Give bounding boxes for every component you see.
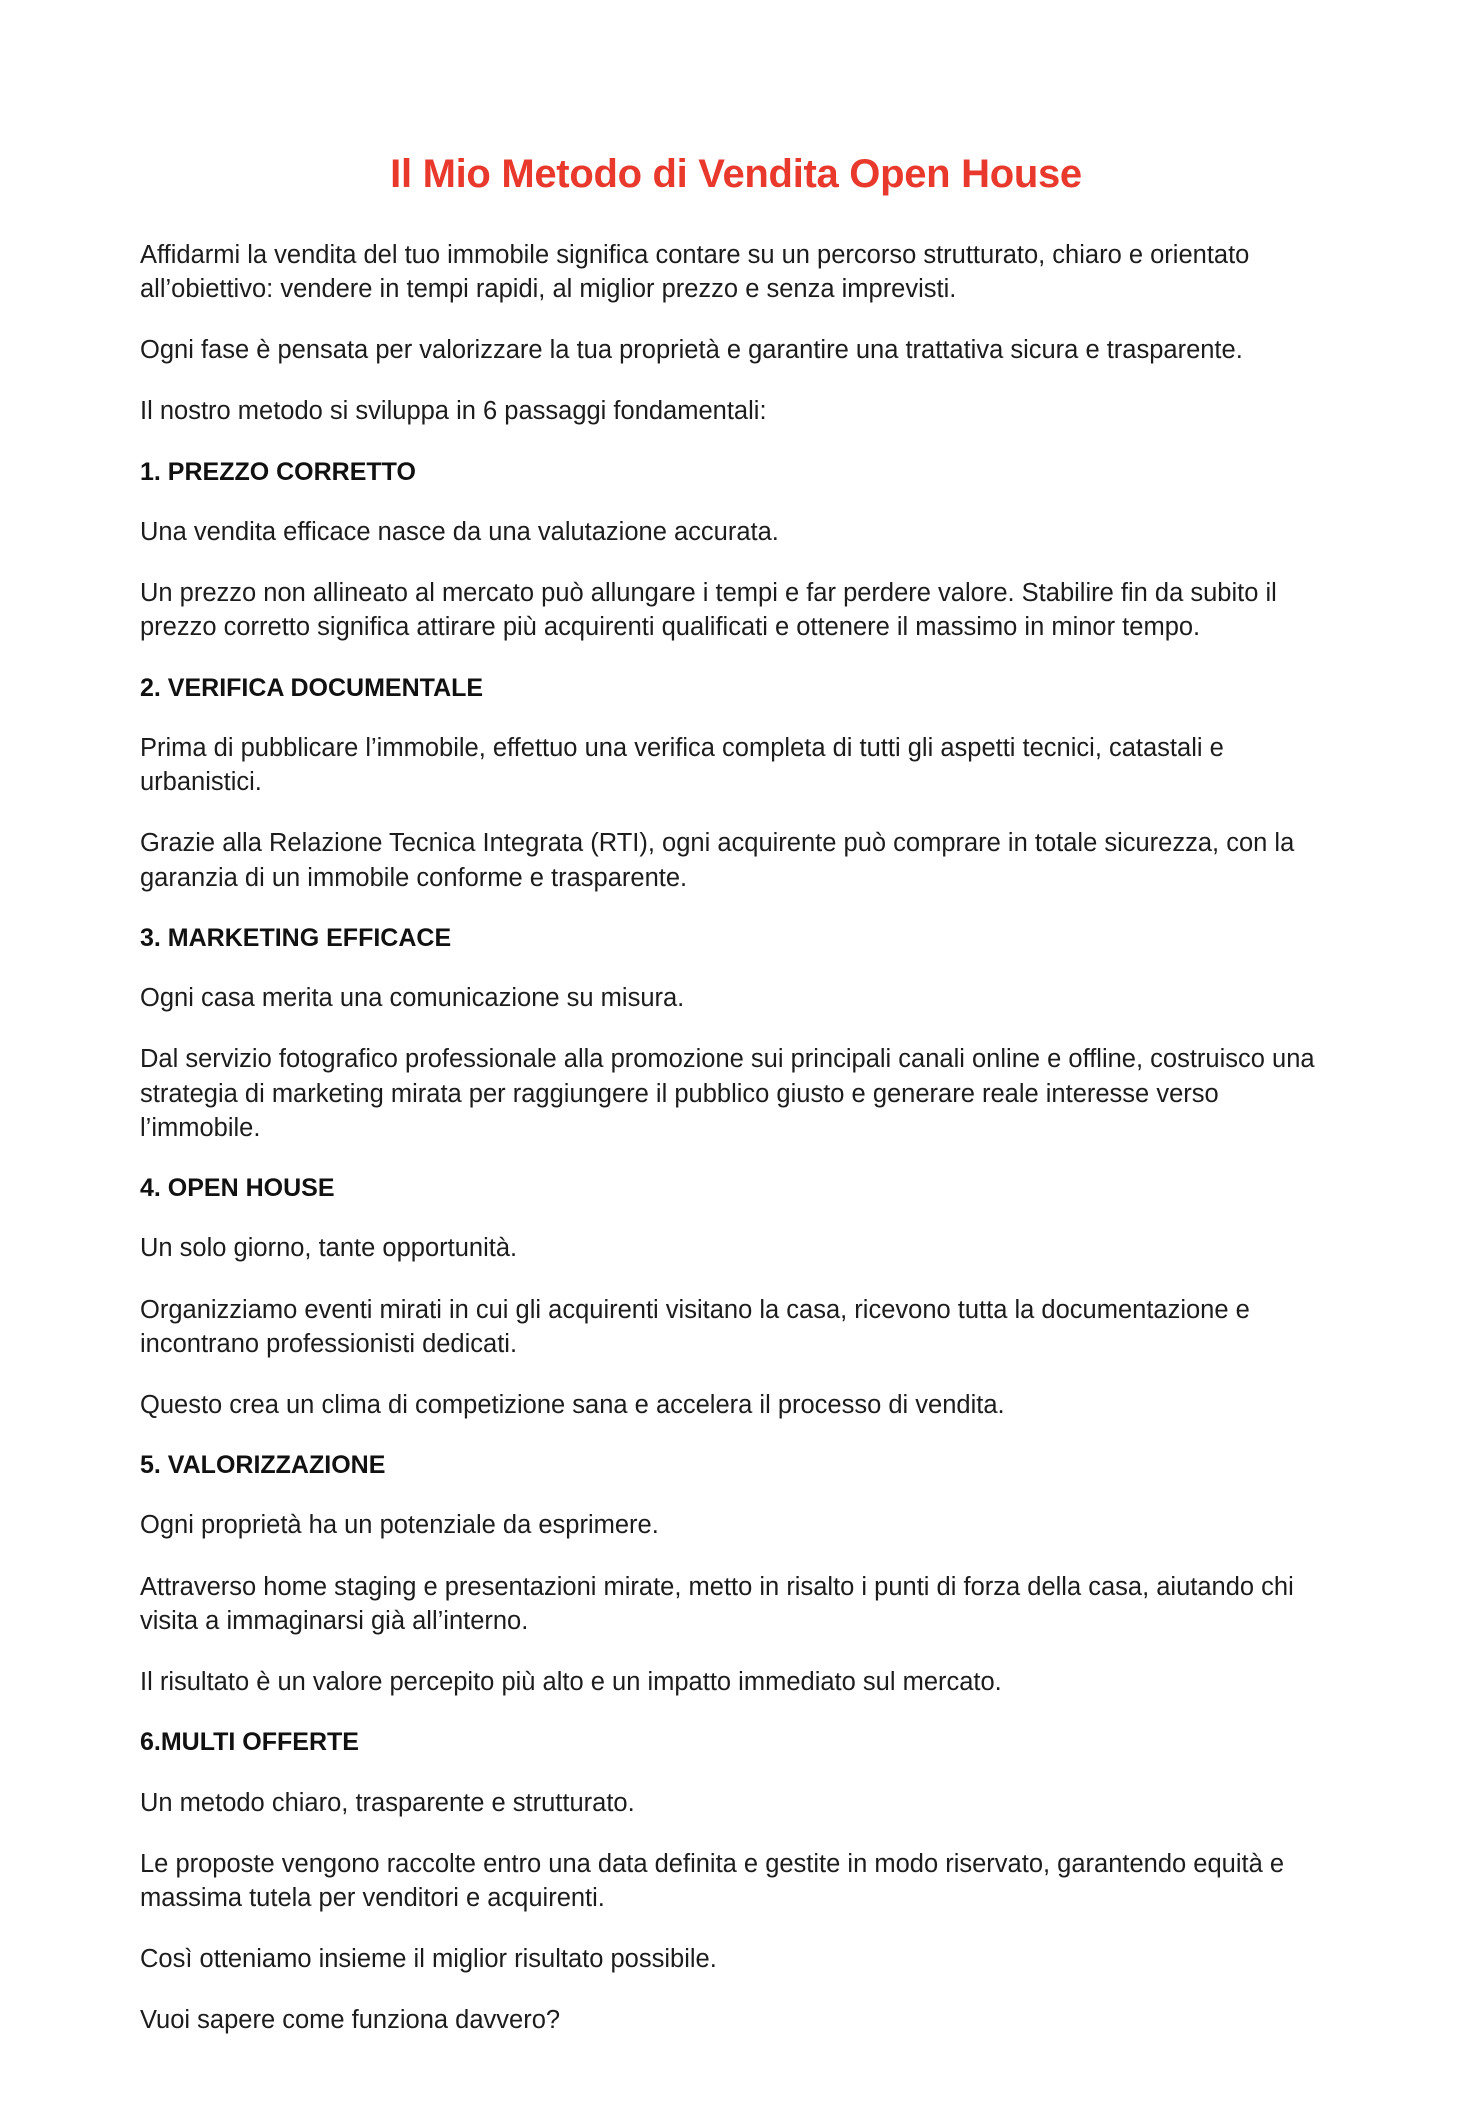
section-paragraph: Le proposte vengono raccolte entro una data definita e gestite in modo riservato, garantendo equità e massima tutela per venditori e acquirenti. <box>140 1849 1285 1912</box>
page-title: Il Mio Metodo di Vendita Open House <box>390 152 1082 196</box>
section-valorizzazione <box>140 1449 1332 1699</box>
section-paragraph: Ogni proprietà ha un potenziale da esprimere. <box>140 1511 659 1540</box>
section-heading: 2. VERIFICA DOCUMENTALE <box>140 673 484 702</box>
section-heading: 6.MULTI OFFERTE <box>140 1728 359 1757</box>
section-paragraph: Così otteniamo insieme il miglior risultato possibile. <box>140 1945 717 1974</box>
closing-paragraph: Vuoi sapere come funziona davvero? <box>140 2006 561 2035</box>
section-heading: 4. OPEN HOUSE <box>140 1173 335 1202</box>
section-verifica-documentale <box>140 672 1332 895</box>
section-open-house <box>140 1172 1332 1422</box>
section-paragraph: Dal servizio fotografico professionale alla promozione sui principali canali online e offline, costruisco una strategia di marketing mirata per raggiungere il pubblico giusto e generare reale interesse verso l’immobile. <box>140 1045 1315 1142</box>
section-paragraph: Questo crea un clima di competizione sana e accelera il processo di vendita. <box>140 1390 1005 1419</box>
section-heading: 5. VALORIZZAZIONE <box>140 1450 386 1479</box>
section-paragraph: Un prezzo non allineato al mercato può allungare i tempi e far perdere valore. Stabilire fin da subito il prezzo corretto significa attirare più acquirenti qualificati e ottenere il massimo in minor tempo. <box>140 579 1277 642</box>
closing-block <box>140 2003 1332 2037</box>
section-marketing-efficace <box>140 922 1332 1145</box>
intro-paragraph: Affidarmi la vendita del tuo immobile significa contare su un percorso strutturato, chiaro e orientato all’obiettivo: vendere in tempi rapidi, al miglior prezzo e senza imprevisti. <box>140 241 1250 304</box>
section-paragraph: Una vendita efficace nasce da una valutazione accurata. <box>140 518 779 547</box>
section-prezzo-corretto <box>140 456 1332 645</box>
section-paragraph: Grazie alla Relazione Tecnica Integrata (RTI), ogni acquirente può comprare in totale sicurezza, con la garanzia di un immobile conforme e trasparente. <box>140 829 1295 892</box>
section-paragraph: Attraverso home staging e presentazioni mirate, metto in risalto i punti di forza della casa, aiutando chi visita a immaginarsi già all’interno. <box>140 1572 1294 1635</box>
section-heading: 3. MARKETING EFFICACE <box>140 923 452 952</box>
section-paragraph: Un metodo chiaro, trasparente e strutturato. <box>140 1788 635 1817</box>
section-multi-offerte <box>140 1726 1332 1976</box>
section-heading: 1. PREZZO CORRETTO <box>140 457 416 486</box>
section-paragraph: Prima di pubblicare l’immobile, effettuo una verifica completa di tutti gli aspetti tecnici, catastali e urbanistici. <box>140 734 1224 797</box>
intro-paragraph: Il nostro metodo si sviluppa in 6 passaggi fondamentali: <box>140 397 767 426</box>
intro-paragraph: Ogni fase è pensata per valorizzare la tua proprietà e garantire una trattativa sicura e trasparente. <box>140 336 1243 365</box>
section-paragraph: Ogni casa merita una comunicazione su misura. <box>140 984 685 1013</box>
section-paragraph: Un solo giorno, tante opportunità. <box>140 1234 518 1263</box>
section-paragraph: Il risultato è un valore percepito più alto e un impatto immediato sul mercato. <box>140 1667 1002 1696</box>
intro-block <box>140 238 1332 429</box>
section-paragraph: Organizziamo eventi mirati in cui gli acquirenti visitano la casa, ricevono tutta la documentazione e incontrano professionisti dedicati. <box>140 1295 1250 1358</box>
